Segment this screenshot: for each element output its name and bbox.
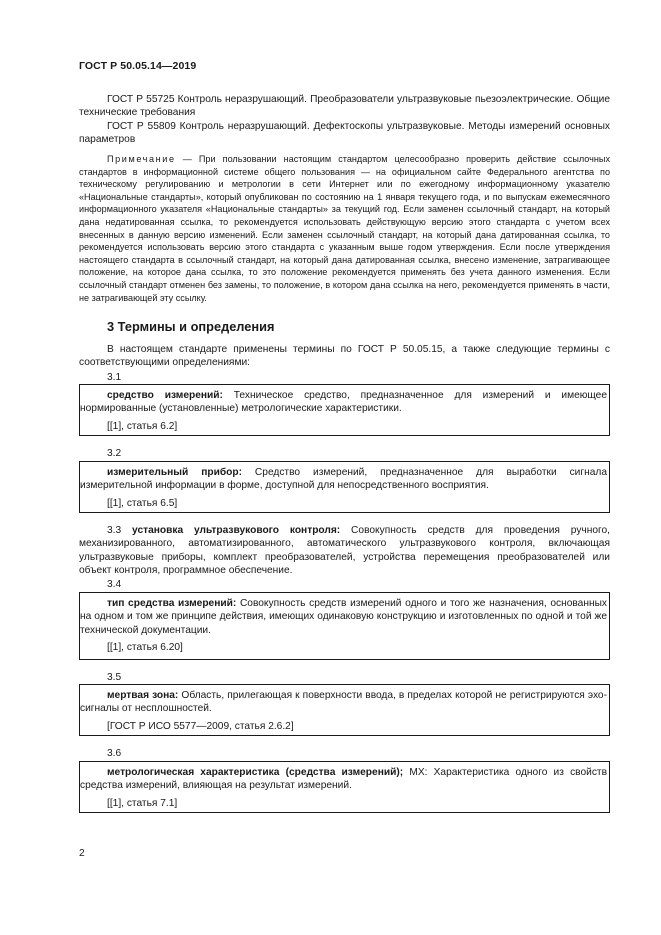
note-block — [79, 153, 610, 304]
note-paragraph — [79, 153, 610, 304]
term-number: 3.2 — [107, 448, 122, 459]
term-number: 3.6 — [107, 748, 122, 759]
section-title: 3 Термины и определения — [107, 319, 275, 334]
term-box-3-1 — [79, 384, 610, 436]
reference-item: ГОСТ Р 55725 Контроль неразрушающий. Преобразователи ультразвуковые пьезоэлектрические. Общие технические требования — [79, 94, 610, 119]
term-number: 3.5 — [107, 672, 122, 683]
term-text: Техническое средство, предназначенное для измерений и имеющее нормированные (установленные) метрологические характеристики. — [80, 390, 607, 415]
term-text: МХ: Характеристика одного из свойств средства измерений, влияющая на результат измерений. — [80, 767, 607, 792]
term-text: Совокупность средств для проведения ручного, механизированного, автоматизированного, автоматического ультразвукового контроля, включающая ультразвуковые приборы, комплект преобразователей, устройства перемещения преобразователей или объект контроля, программное обеспечение. — [79, 525, 610, 576]
term-box-3-5 — [79, 684, 610, 736]
term-definition — [80, 389, 609, 416]
term-box-3-6 — [79, 761, 610, 813]
term-name: установка ультразвукового контроля: — [132, 525, 341, 536]
term-name: метрологическая характеристика (средства измерений); — [107, 767, 404, 778]
term-name: тип средства измерений: — [107, 598, 237, 609]
reference-item: ГОСТ Р 55809 Контроль неразрушающий. Дефектоскопы ультразвуковые. Методы измерений основных параметров — [79, 120, 610, 145]
note-text: — При пользовании настоящим стандартом целесообразно проверить действие ссылочных стандартов в информационной системе общего пользования — на официальном сайте Федерального агентства по техническому регулированию и метрологии в сети Интернет или по ежегодному информационному указателю «Национальные стандарты», который опубликован по состоянию на 1 января текущего года, и по выпускам ежемесячного информационного указателя «Национальные стандарты» за текущий год. Если заменен ссылочный стандарт, на который дана недатированная ссылка, то рекомендуется использовать действующую версию этого стандарта с учетом всех внесенных в данную версию изменений. Если заменен ссылочный стандарт, на который дана датированная ссылка, то рекомендуется использовать версию этого стандарта с указанным выше годом утверждения. Если после утверждения настоящего стандарта в ссылочный стандарт, на который дана датированная ссылка, внесено изменение, затрагивающее положение, на которое дана ссылка, то это положение рекомендуется применять без учета данного изменения. Если ссылочный стандарт отменен без замены, то положение, в котором дана ссылка на него, рекомендуется применять в части, не затрагивающей эту ссылку. — [79, 154, 610, 303]
term-number: 3.3 — [107, 525, 122, 536]
term-text: Совокупность средств измерений одного и того же назначения, основанных на одном и том же принципе действия, имеющих одинаковую конструкцию и изготовленных по одной и той же технической документации. — [80, 598, 608, 636]
document-header: ГОСТ Р 50.05.14—2019 — [79, 60, 197, 72]
term-3-3 — [79, 524, 610, 577]
term-box-3-4 — [79, 592, 610, 660]
note-label: Примечание — [107, 154, 176, 164]
term-number: 3.1 — [107, 372, 122, 383]
term-name: измерительный прибор: — [107, 467, 242, 478]
term-source: [[1], статья 6.2] — [107, 420, 178, 432]
term-source: [[1], статья 6.20] — [107, 641, 183, 653]
term-source: [[1], статья 7.1] — [107, 797, 178, 809]
term-text: Область, прилегающая к поверхности ввода, в пределах которой не регистрируются эхо-сигналы от несплошностей. — [80, 690, 607, 715]
term-number: 3.4 — [107, 579, 122, 590]
term-definition — [79, 524, 610, 577]
page-number: 2 — [79, 848, 85, 859]
term-definition — [80, 689, 609, 716]
term-box-3-2 — [79, 461, 610, 513]
section-intro — [79, 343, 610, 370]
term-definition — [80, 766, 609, 793]
term-definition — [80, 466, 609, 493]
term-name: средство измерений: — [107, 390, 223, 401]
term-text: Средство измерений, предназначенное для выработки сигнала измерительной информации в форме, доступной для непосредственного восприятия. — [80, 467, 607, 492]
term-source: [[1], статья 6.5] — [107, 497, 178, 509]
normative-references — [79, 93, 610, 146]
term-source: [ГОСТ Р ИСО 5577—2009, статья 2.6.2] — [107, 720, 294, 732]
section-intro-text: В настоящем стандарте применены термины по ГОСТ Р 50.05.15, а также следующие термины с соответствующими определениями: — [79, 344, 610, 369]
term-name: мертвая зона: — [107, 690, 179, 701]
term-definition — [80, 597, 609, 637]
